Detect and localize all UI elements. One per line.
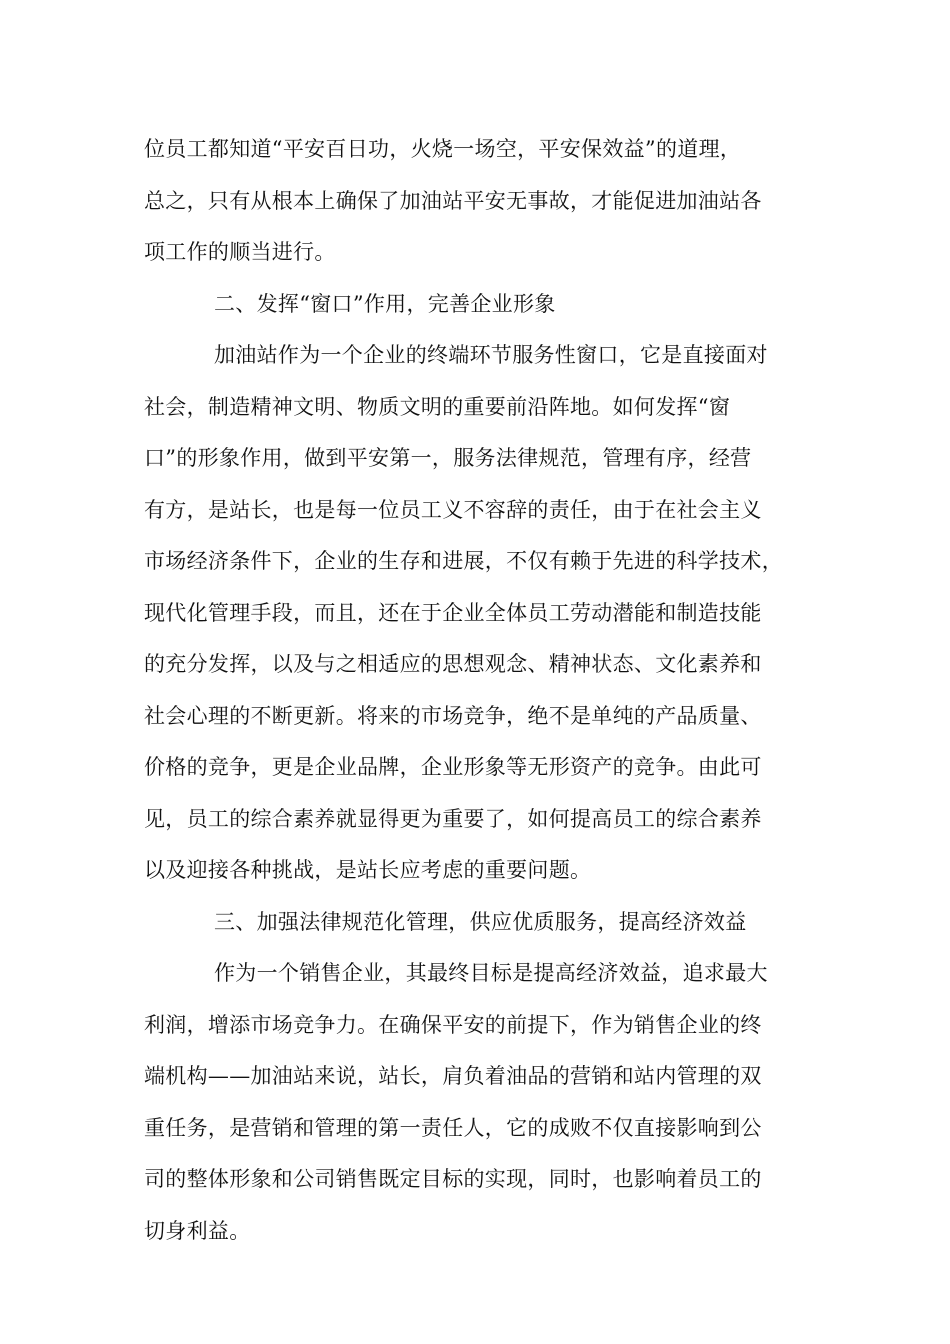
body-line: 的充分发挥，以及与之相适应的思想观念、精神状态、文化素养和 <box>144 652 762 676</box>
section-heading: 三、加强法律规范化管理，供应优质服务，提高经济效益 <box>214 910 747 934</box>
body-line: 口”的形象作用，做到平安第一，服务法律规范，管理有序，经营 <box>144 446 752 470</box>
body-line: 作为一个销售企业，其最终目标是提高经济效益，追求最大 <box>214 961 768 985</box>
body-line: 以及迎接各种挑战，是站长应考虑的重要问题。 <box>144 858 592 882</box>
body-line: 切身利益。 <box>144 1219 251 1243</box>
body-line: 端机构——加油站来说，站长，肩负着油品的营销和站内管理的双 <box>144 1064 762 1088</box>
body-line: 项工作的顺当进行。 <box>144 240 336 264</box>
body-line: 社会，制造精神文明、物质文明的重要前沿阵地。如何发挥“窗 <box>144 395 731 419</box>
body-line: 见，员工的综合素养就显得更为重要了，如何提高员工的综合素养 <box>144 807 762 831</box>
body-line: 加油站作为一个企业的终端环节服务性窗口，它是直接面对 <box>214 343 768 367</box>
body-line: 位员工都知道“平安百日功，火烧一场空，平安保效益”的道理， <box>144 137 742 161</box>
body-line: 现代化管理手段，而且，还在于企业全体员工劳动潜能和制造技能 <box>144 601 762 625</box>
section-heading: 二、发挥“窗口”作用，完善企业形象 <box>214 292 556 316</box>
body-line: 价格的竞争，更是企业品牌，企业形象等无形资产的竞争。由此可 <box>144 755 762 779</box>
body-line: 总之，只有从根本上确保了加油站平安无事故，才能促进加油站各 <box>144 189 762 213</box>
body-line: 司的整体形象和公司销售既定目标的实现，同时，也影响着员工的 <box>144 1167 762 1191</box>
body-line: 市场经济条件下，企业的生存和进展，不仅有赖于先进的科学技术， <box>144 549 783 573</box>
body-line: 重任务，是营销和管理的第一责任人，它的成败不仅直接影响到公 <box>144 1116 762 1140</box>
body-line: 社会心理的不断更新。将来的市场竞争，绝不是单纯的产品质量、 <box>144 704 762 728</box>
body-line: 利润，增添市场竞争力。在确保平安的前提下，作为销售企业的终 <box>144 1013 762 1037</box>
body-line: 有方，是站长，也是每一位员工义不容辞的责任，由于在社会主义 <box>144 498 762 522</box>
